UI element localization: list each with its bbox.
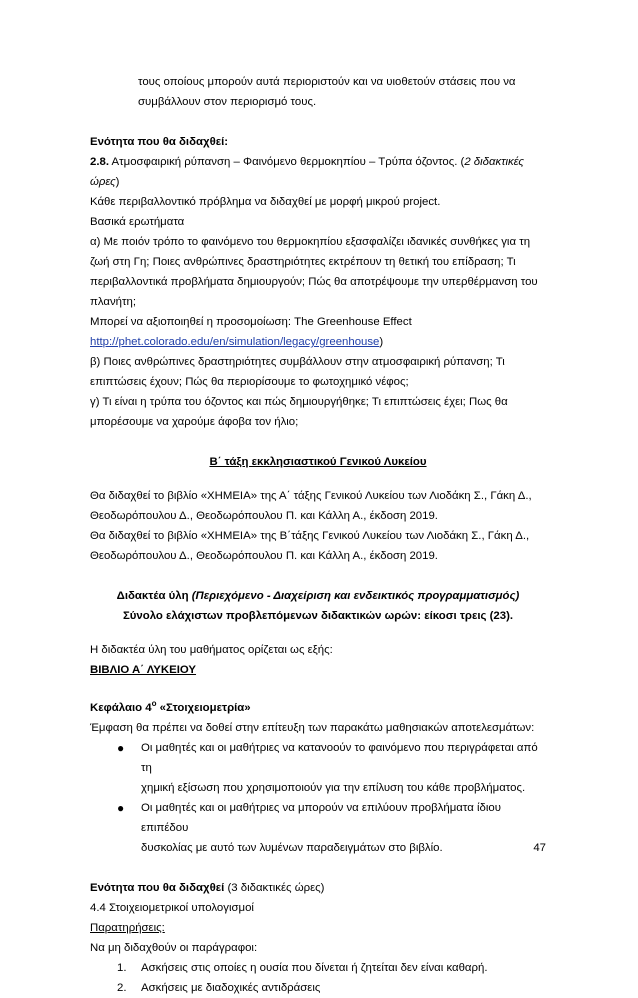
list-item: 1. Ασκήσεις στις οποίες η ουσία που δίνεται ή ζητείται δεν είναι καθαρή. xyxy=(117,961,488,974)
question-a-line: πλανήτη; xyxy=(90,296,136,308)
question-b-line: β) Ποιες ανθρώπινες δραστηριότητες συμβάλλουν στην ατμοσφαιρική ρύπανση; Τι xyxy=(90,356,505,368)
question-b-line: επιπτώσεις έχουν; Πώς θα περιορίσουμε το φωτοχημικό νέφος; xyxy=(90,376,409,388)
book-line: Θα διδαχθεί το βιβλίο «ΧΗΜΕΙΑ» της Β΄τάξης Γενικού Λυκείου των Λιοδάκη Σ., Γάκη Δ., xyxy=(90,530,530,542)
unit-heading: Ενότητα που θα διδαχθεί (3 διδακτικές ώρες) xyxy=(90,881,325,894)
bullet-icon: ● xyxy=(117,800,125,815)
question-c-line: μπορέσουμε να χαρούμε άφοβα τον ήλιο; xyxy=(90,416,299,428)
list-item: ● Οι μαθητές και οι μαθήτριες να μπορούν να επιλύουν προβλήματα ίδιου επιπέδου δυσκολίας με αυτό των λυμένων παραδειγμάτων στο βιβλίο. xyxy=(117,798,546,858)
remarks-label: Παρατηρήσεις: xyxy=(90,921,165,934)
page-number: 47 xyxy=(533,842,546,854)
simulation-line: Μπορεί να αξιοποιηθεί η προσομοίωση: The Greenhouse Effect xyxy=(90,316,412,328)
intro-line: συμβάλλουν στον περιορισμό τους. xyxy=(138,96,317,108)
unit-topic: 4.4 Στοιχειομετρικοί υπολογισμοί xyxy=(90,901,254,914)
list-item: ● Οι μαθητές και οι μαθήτριες να κατανοούν το φαινόμενο που περιγράφεται από τη χημική εξίσωση που χρησιμοποιούν για την επίλυση του κάθε προβλήματος. xyxy=(117,738,546,798)
book-line: Θα διδαχθεί το βιβλίο «ΧΗΜΕΙΑ» της Α΄ τάξης Γενικού Λυκείου των Λιοδάκη Σ., Γάκη Δ., xyxy=(90,490,532,502)
question-a-line: α) Με ποιόν τρόπο το φαινόμενο του θερμοκηπίου εξασφαλίζει ιδανικές συνθήκες για τη xyxy=(90,236,531,248)
bullet-icon: ● xyxy=(117,740,125,755)
simulation-link-line: http://phet.colorado.edu/en/simulation/legacy/greenhouse) xyxy=(90,336,384,348)
emphasis-line: Έμφαση θα πρέπει να δοθεί στην επίτευξη των παρακάτω μαθησιακών αποτελεσμάτων: xyxy=(90,721,535,734)
book-title: ΒΙΒΛΙΟ Α΄ ΛΥΚΕΙΟΥ xyxy=(90,664,197,676)
project-line: Κάθε περιβαλλοντικό πρόβλημα να διδαχθεί με μορφή μικρού project. xyxy=(90,196,441,208)
topic-line-cont: ώρες) xyxy=(90,176,120,188)
syllabus-title: Διδακτέα ύλη (Περιεχόμενο - Διαχείριση και ενδεικτικός προγραμματισμός) xyxy=(116,590,520,602)
syllabus-defined-line: Η διδακτέα ύλη του μαθήματος ορίζεται ως εξής: xyxy=(90,644,333,656)
list-item: 2. Ασκήσεις με διαδοχικές αντιδράσεις xyxy=(117,981,321,994)
questions-label: Βασικά ερωτήματα xyxy=(90,216,185,228)
question-a-line: ζωή στη Γη; Ποιες ανθρώπινες δραστηριότητες εκτρέπουν τη θετική του επίδραση; Τι xyxy=(90,256,516,268)
section-heading: Ενότητα που θα διδαχθεί: xyxy=(90,136,229,148)
class-heading: Β΄ τάξη εκκλησιαστικού Γενικού Λυκείου xyxy=(209,456,427,468)
book-line: Θεοδωρόπουλου Δ., Θεοδωρόπουλου Π. και Κάλλη Α., έκδοση 2019. xyxy=(90,510,438,522)
not-taught-line: Να μη διδαχθούν οι παράγραφοι: xyxy=(90,941,258,954)
book-line: Θεοδωρόπουλου Δ., Θεοδωρόπουλου Π. και Κάλλη Α., έκδοση 2019. xyxy=(90,550,438,562)
outcomes-list xyxy=(90,738,546,858)
syllabus-subtitle: Σύνολο ελάχιστων προβλεπόμενων διδακτικών ωρών: είκοσι τρεις (23). xyxy=(122,610,514,622)
excluded-list xyxy=(90,958,546,998)
topic-line: 2.8. Ατμοσφαιρική ρύπανση – Φαινόμενο θερμοκηπίου – Τρύπα όζοντος. (2 διδακτικές xyxy=(90,156,524,168)
chapter-heading: Κεφάλαιο $4^o$ «Στοιχειομετρία» xyxy=(90,699,251,714)
question-a-line: περιβαλλοντικά προβλήματα δημιουργούν; Πώς θα αποτρέψουμε την υπερθέρμανση του xyxy=(90,276,538,288)
intro-line: τους οποίους μπορούν αυτά περιοριστούν και να υιοθετούν στάσεις που να xyxy=(138,76,516,88)
greenhouse-link[interactable]: http://phet.colorado.edu/en/simulation/legacy/greenhouse xyxy=(90,336,380,348)
question-c-line: γ) Τι είναι η τρύπα του όζοντος και πώς δημιουργήθηκε; Τι επιπτώσεις έχει; Πως θα xyxy=(90,396,508,408)
